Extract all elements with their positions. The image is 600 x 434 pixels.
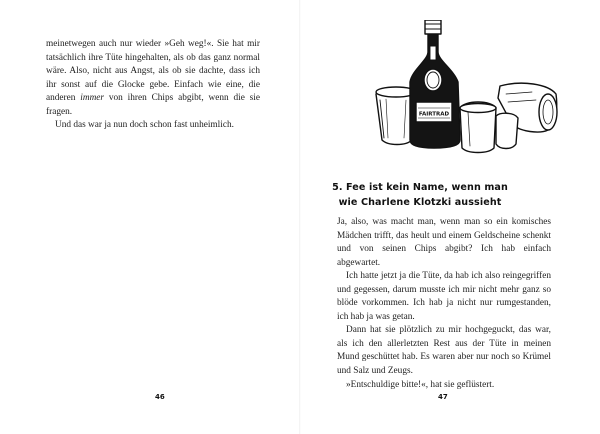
right-page-text [337, 216, 551, 392]
right-paragraph-3: Dann hat sie plötzlich zu mir hochgeguckt, das war, als ich den allerletzten Rest aus der Tüte in meinen Mund geschüttet hab. Es waren aber nur noch so Krümel und Salz und Zeugs. [337, 325, 551, 377]
chapter-title-line-1: 5. Fee ist kein Name, wenn man [332, 182, 508, 193]
chapter-title-line-2: wie Charlene Klotzki aussieht [338, 196, 502, 208]
left-paragraph-2: Und das war ja nun doch schon fast unheimlich. [55, 120, 234, 131]
right-paragraph-2: Ich hatte jetzt ja die Tüte, da hab ich also reingegriffen und gegessen, darum musste ich mir nicht mehr ganz so blöde vorkommen. Ich hab ja nicht nur rumgestanden, ich hab ja was getan. [337, 271, 551, 322]
left-paragraph-1 [46, 38, 260, 119]
bottle [410, 20, 460, 148]
left-paragraph-1-after: von ihren Chips abgibt, wenn die sie fragen. [46, 93, 260, 117]
left-page-text [46, 38, 260, 133]
page-number-right: 47 [438, 393, 448, 401]
chapter-title [320, 181, 520, 210]
champagne-bottle-and-cups-illustration [372, 20, 558, 154]
left-paragraph-1-before: meinetwegen auch nur wieder »Geh weg!«. Sie hat mir tatsächlich ihre Tüte hingehalten, als ob das ganz normal wäre. Also, nicht aus Angst, als ob sie dachte, dass ich ihr sonst auf die Glocke gebe. Einfach wie eine, die anderen [46, 39, 260, 104]
page-number-left: 46 [155, 393, 165, 401]
right-paragraph-4: »Entschuldige bitte!«, hat sie geflüstert. [346, 379, 495, 390]
right-paragraph-1: Ja, also, was macht man, wenn man so ein komisches Mädchen trifft, das heult und einem Geldscheine schenkt und von seinen Chips abgibt? Ich hab einfach abgewartet. [337, 217, 551, 268]
bottle-label-text: FAIRTRAD [418, 111, 450, 118]
left-paragraph-1-emphasis: immer [80, 93, 105, 104]
